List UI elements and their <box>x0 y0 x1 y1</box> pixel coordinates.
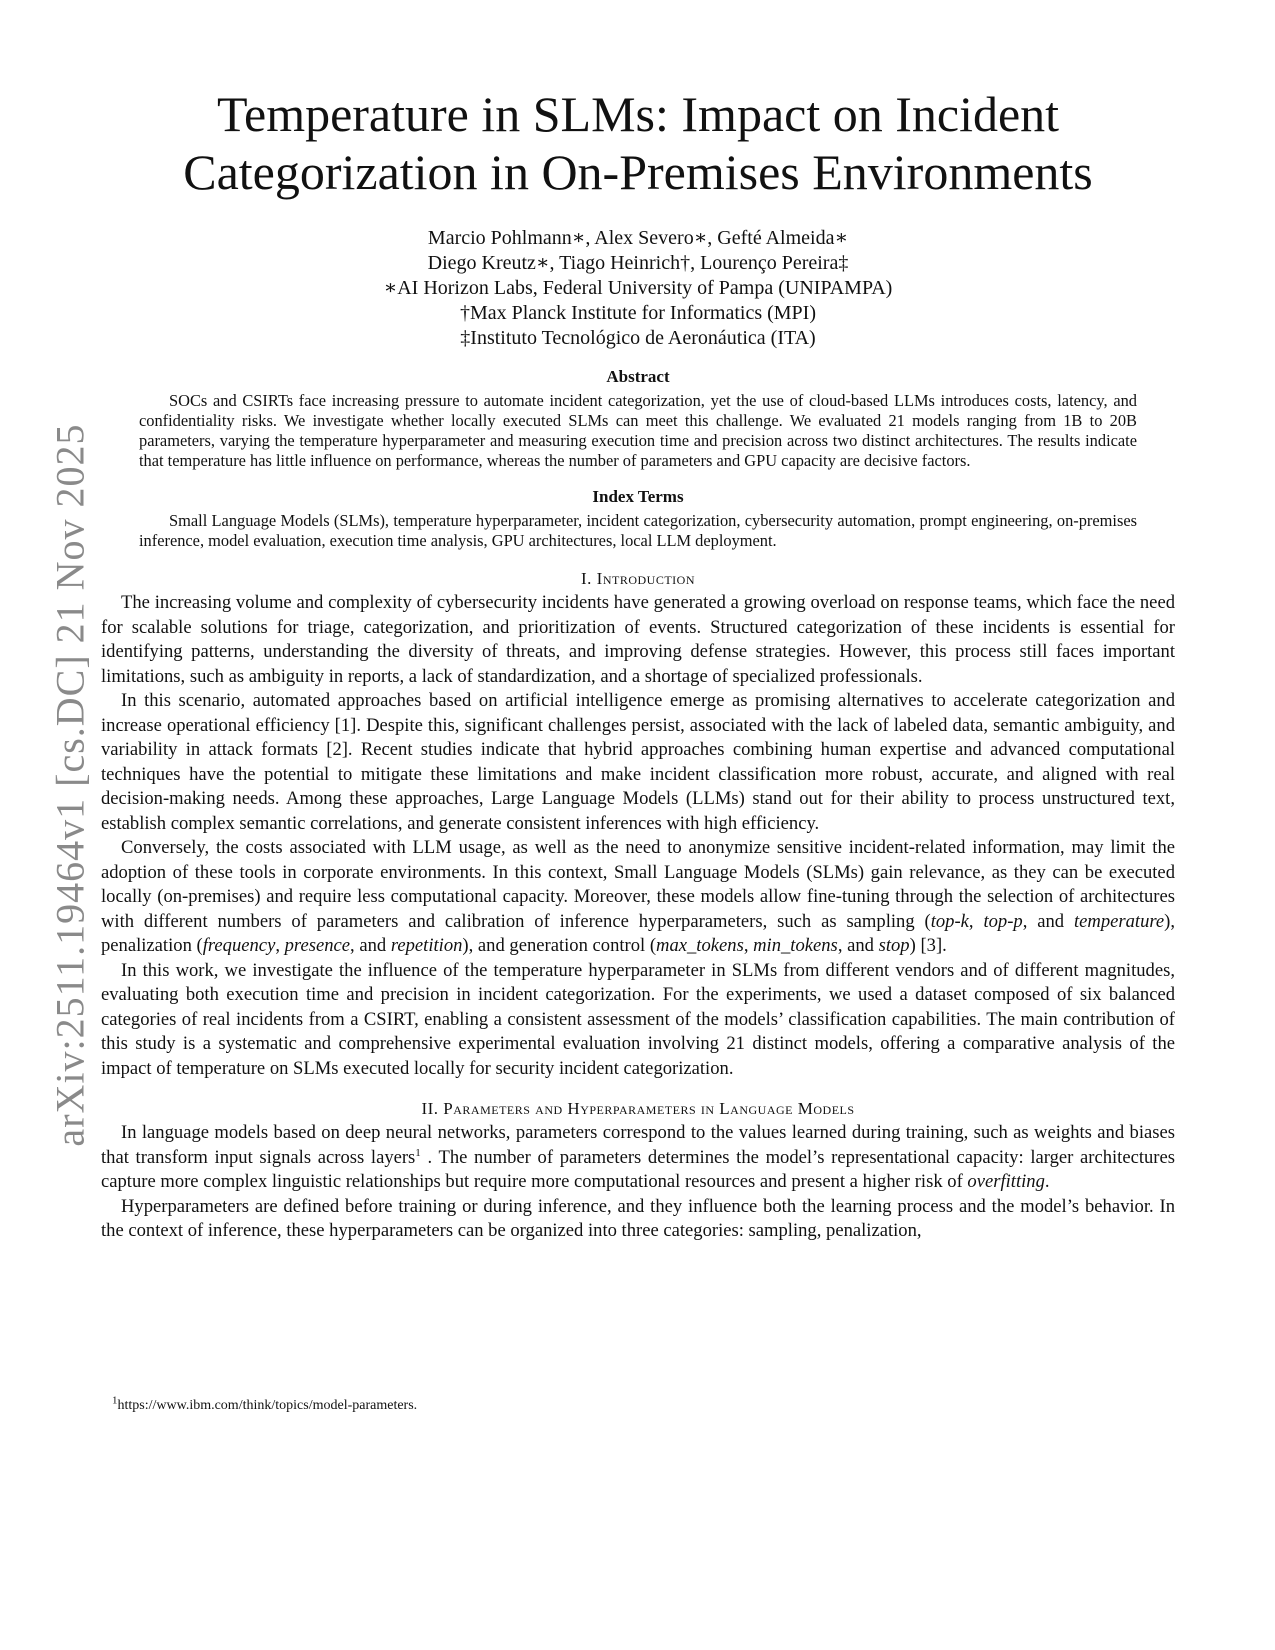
section-2-heading <box>101 1099 1175 1119</box>
section-1-number: I. <box>581 569 592 588</box>
paper-title <box>101 85 1175 201</box>
footnote <box>112 1394 418 1414</box>
index-terms-text: Small Language Models (SLMs), temperature hyperparameter, incident categorization, cybersecurity automation, prompt engineering, on-premises inference, model evaluation, execution time analysis, GPU architectures, local LLM deployment. <box>139 511 1137 550</box>
intro-paragraph-4: In this work, we investigate the influence of the temperature hyperparameter in SLMs from different vendors and of different magnitudes, evaluating both execution time and precision in incident categorization. For the experiments, we used a dataset composed of six balanced categories of real incidents from a CSIRT, enabling a consistent assessment of the models’ classification capabilities. The main contribution of this study is a systematic and comprehensive experimental evaluation involving 21 distinct models, offering a comparative analysis of the impact of temperature on SLMs executed locally for security incident categorization. <box>101 959 1175 1079</box>
affiliation-1: ∗AI Horizon Labs, Federal University of Pampa (UNIPAMPA) <box>383 277 893 299</box>
params-paragraph-1: In language models based on deep neural networks, parameters correspond to the values learned during training, such as weights and biases that transform input signals across layers$^1$ . The number of parameters determines the model’s representational capacity: larger architectures capture more complex linguistic relationships but require more computational resources and present a higher risk of overfitting. <box>101 1122 1175 1192</box>
footnote-ref[interactable]: 1 <box>415 1146 421 1159</box>
intro-paragraph-1: The increasing volume and complexity of cybersecurity incidents have generated a growing overload on response teams, which face the need for scalable solutions for triage, categorization, and prioritization of events. Structured categorization of these incidents is essential for identifying patterns, understanding the diversity of threats, and improving defense strategies. However, this process still faces important limitations, such as ambiguity in reports, a lack of standardization, and a shortage of specialized professionals. <box>101 592 1175 687</box>
title-line-2: Categorization in On-Premises Environments <box>183 144 1093 200</box>
section-2-title: Parameters and Hyperparameters in Language Models <box>443 1099 855 1118</box>
index-terms-heading: Index Terms <box>592 487 684 506</box>
footnote-link[interactable]: https://www.ibm.com/think/topics/model-parameters. <box>117 1398 418 1413</box>
abstract-text: SOCs and CSIRTs face increasing pressure to automate incident categorization, yet the use of cloud-based LLMs introduces costs, latency, and confidentiality risks. We investigate whether locally executed SLMs can meet this challenge. We evaluated 21 models ranging from 1B to 20B parameters, varying the temperature hyperparameter and measuring execution time and precision across two distinct architectures. The results indicate that temperature has little influence on performance, whereas the number of parameters and GPU capacity are decisive factors. <box>139 391 1137 470</box>
section-1-title: Introduction <box>596 569 695 588</box>
title-line-1: Temperature in SLMs: Impact on Incident <box>216 86 1060 142</box>
paper-page <box>101 85 1175 1244</box>
affiliation-3: ‡Instituto Tecnológico de Aeronáutica (ITA) <box>460 327 816 349</box>
arxiv-identifier: arXiv:2511.19464v1 [cs.DC] 21 Nov 2025 <box>47 423 93 1147</box>
params-paragraph-2: Hyperparameters are defined before training or during inference, and they influence both the learning process and the model’s behavior. In the context of inference, these hyperparameters can be organized into three categories: sampling, penalization, <box>101 1195 1175 1241</box>
footnote-mark: 1 <box>112 1394 118 1407</box>
intro-paragraph-3: Conversely, the costs associated with LLM usage, as well as the need to anonymize sensitive incident-related information, may limit the adoption of these tools in corporate environments. In this context, Small Language Models (SLMs) gain relevance, as they can be executed locally (on-premises) and require less computational capacity. Moreover, these models allow fine-tuning through the selection of architectures with different numbers of parameters and calibration of inference hyperparameters, such as sampling (top-k, top-p, and temperature), penalization (frequency, presence, and repetition), and generation control (max_tokens, min_tokens, and stop) [3]. <box>101 837 1176 956</box>
affiliation-2: †Max Planck Institute for Informatics (MPI) <box>459 302 817 324</box>
section-2-number: II. <box>421 1099 439 1118</box>
abstract-heading: Abstract <box>606 367 670 386</box>
section-1-heading <box>101 569 1175 589</box>
author-line-2: Diego Kreutz∗, Tiago Heinrich†, Lourenço Pereira‡ <box>427 252 849 274</box>
author-line-1: Marcio Pohlmann∗, Alex Severo∗, Gefté Almeida∗ <box>427 227 849 249</box>
author-block <box>101 226 1175 351</box>
intro-paragraph-2: In this scenario, automated approaches based on artificial intelligence emerge as promising alternatives to accelerate categorization and increase operational efficiency [1]. Despite this, significant challenges persist, associated with the lack of labeled data, semantic ambiguity, and variability in attack formats [2]. Recent studies indicate that hybrid approaches combining human expertise and advanced computational techniques have the potential to mitigate these limitations and make incident classification more robust, accurate, and aligned with real decision-making needs. Among these approaches, Large Language Models (LLMs) stand out for their ability to process unstructured text, establish complex semantic correlations, and generate consistent inferences with high efficiency. <box>101 690 1175 834</box>
